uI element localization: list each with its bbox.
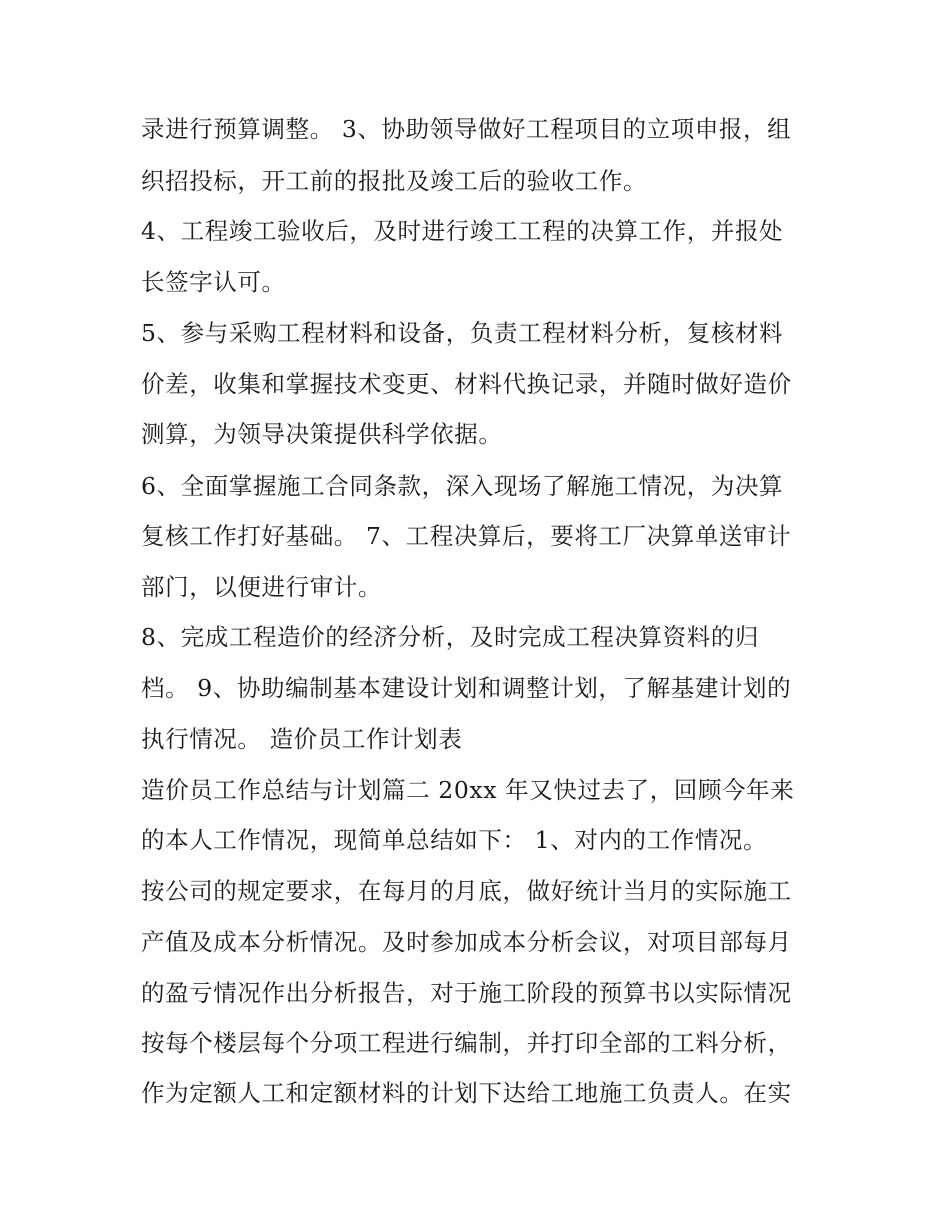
text-line: 的本人工作情况，现简单总结如下： 1、对内的工作情况。 xyxy=(141,826,768,854)
text-line: 按公司的规定要求，在每月的月底，做好统计当月的实际施工 xyxy=(141,877,792,905)
text-line: 造价员工作总结与计划篇二 20xx 年又快过去了，回顾今年来 xyxy=(141,776,795,804)
text-line: 复核工作打好基础。 7、工程决算后，要将工厂决算单送审计 xyxy=(141,522,792,550)
text-line: 织招投标，开工前的报批及竣工后的验收工作。 xyxy=(141,167,648,195)
text-line: 8、完成工程造价的经济分析，及时完成工程决算资料的归 xyxy=(141,623,760,651)
text-line: 执行情况。 造价员工作计划表 xyxy=(141,725,463,753)
text-line: 录进行预算调整。 3、协助领导做好工程项目的立项申报，组 xyxy=(141,115,792,143)
text-line: 产值及成本分析情况。及时参加成本分析会议，对项目部每月 xyxy=(141,928,792,956)
text-line: 的盈亏情况作出分析报告，对于施工阶段的预算书以实际情况 xyxy=(141,979,792,1007)
text-line: 价差，收集和掌握技术变更、材料代换记录，并随时做好造价 xyxy=(141,370,792,398)
text-line: 按每个楼层每个分项工程进行编制，并打印全部的工料分析， xyxy=(141,1029,792,1057)
text-line: 档。 9、协助编制基本建设计划和调整计划，了解基建计划的 xyxy=(141,674,792,702)
text-line: 作为定额人工和定额材料的计划下达给工地施工负责人。在实 xyxy=(141,1079,792,1107)
text-line: 4、工程竣工验收后，及时进行竣工工程的决算工作，并报处 xyxy=(141,217,784,245)
text-line: 部门，以便进行审计。 xyxy=(141,573,382,601)
text-line: 6、全面掌握施工合同条款，深入现场了解施工情况，为决算 xyxy=(141,472,784,500)
text-line: 5、参与采购工程材料和设备，负责工程材料分析，复核材料 xyxy=(141,319,784,347)
text-line: 长签字认可。 xyxy=(141,268,286,296)
text-line: 测算，为领导决策提供科学依据。 xyxy=(141,420,503,448)
